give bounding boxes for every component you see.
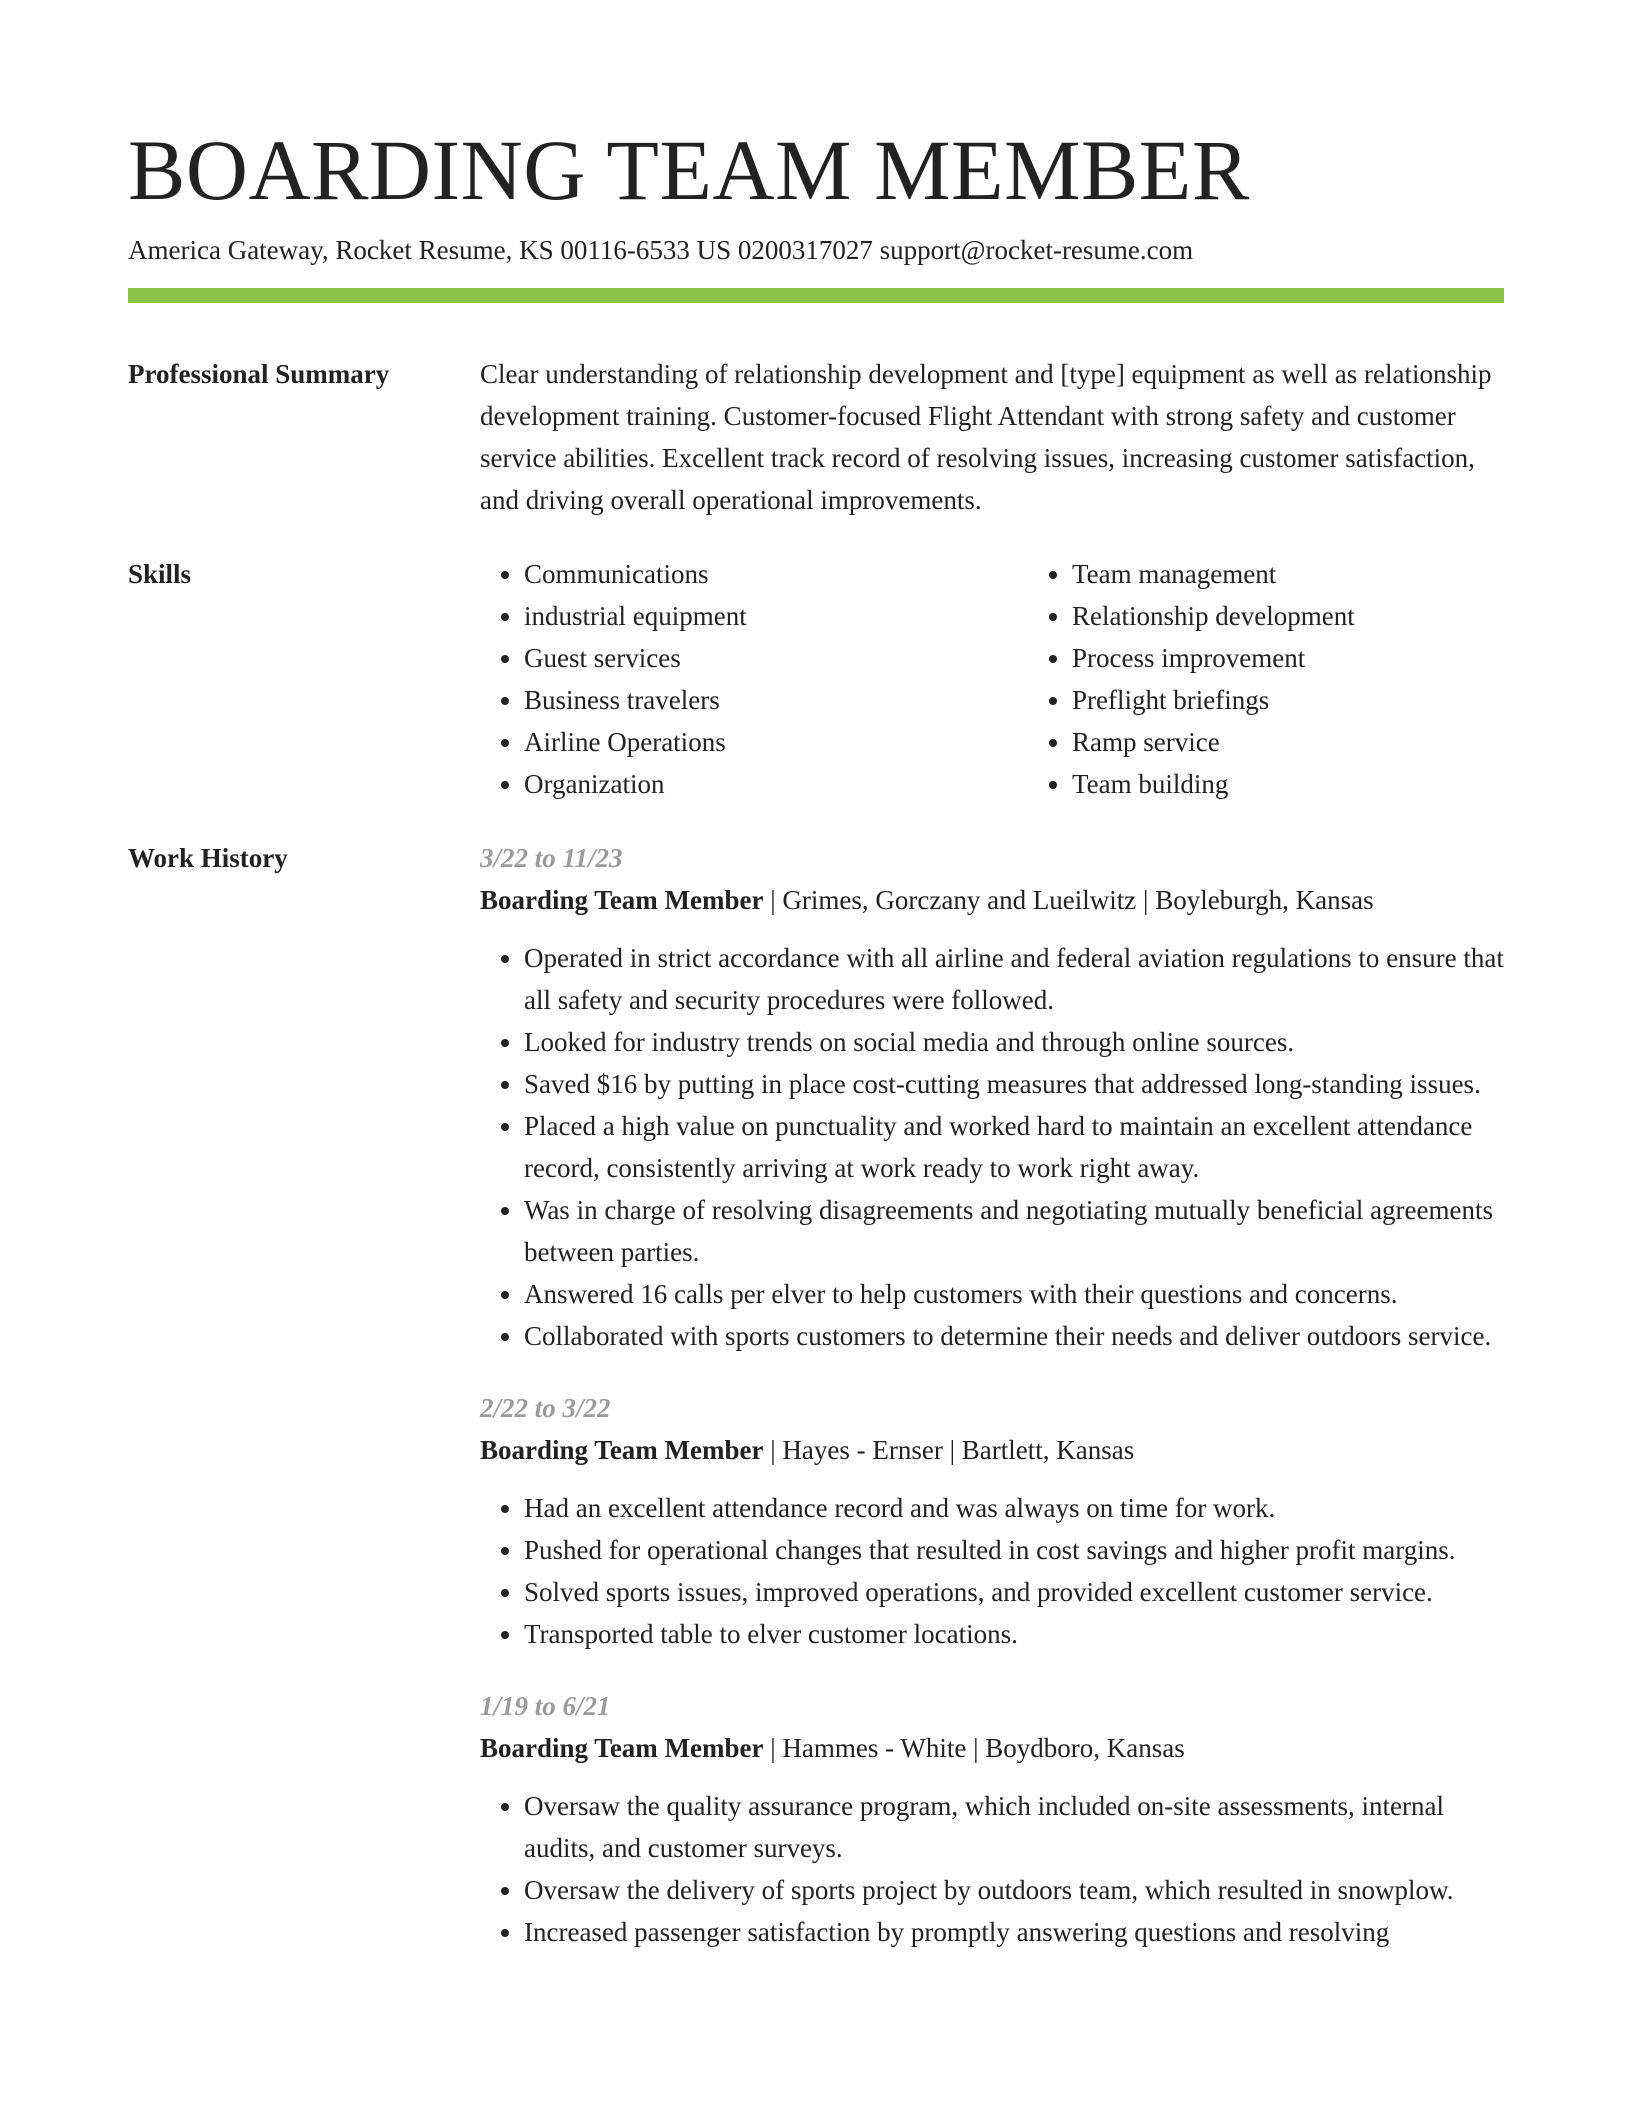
job-duty: • Placed a high value on punctuality and worked hard to maintain an excellent attendance record, consistently arriving at work ready to work right away.	[524, 1105, 1504, 1189]
skill-item: • Guest services	[524, 637, 1028, 679]
skills-heading: Skills	[128, 559, 192, 589]
skills-columns	[480, 553, 1576, 805]
skill-item: • Relationship development	[1072, 595, 1576, 637]
contact-line: America Gateway, Rocket Resume, KS 00116-6533 US 0200317027 support@rocket-resume.com	[128, 235, 1194, 265]
job-entry	[480, 837, 1504, 1357]
summary-heading: Professional Summary	[128, 359, 390, 389]
job-separator: |	[966, 1733, 986, 1763]
job-separator: |	[763, 885, 783, 915]
job-company: Hammes - White	[782, 1733, 967, 1763]
job-duty: • Answered 16 calls per elver to help customers with their questions and concerns.	[524, 1273, 1504, 1315]
job-duty: • Oversaw the delivery of sports project by outdoors team, which resulted in snowplow.	[524, 1869, 1504, 1911]
summary-text: Clear understanding of relationship development and [type] equipment as well as relationship development training. Customer-focused Flight Attendant with strong safety and customer service abilities. Excellent track record of resolving issues, increasing customer satisfaction, and driving overall operational improvements.	[480, 359, 1492, 515]
job-entry	[480, 1387, 1504, 1655]
job-duty: • Collaborated with sports customers to determine their needs and deliver outdoors service.	[524, 1315, 1504, 1357]
job-duty: • Transported table to elver customer locations.	[524, 1613, 1504, 1655]
skill-item: • Communications	[524, 553, 1028, 595]
job-location: Boydboro, Kansas	[985, 1733, 1185, 1763]
job-location: Bartlett, Kansas	[961, 1435, 1135, 1465]
job-separator: |	[942, 1435, 962, 1465]
summary-section	[128, 353, 1504, 521]
job-separator: |	[763, 1733, 783, 1763]
job-duty: • Oversaw the quality assurance program, which included on-site assessments, internal audits, and customer surveys.	[524, 1785, 1504, 1869]
job-duty: • Had an excellent attendance record and was always on time for work.	[524, 1487, 1504, 1529]
skill-item: • Business travelers	[524, 679, 1028, 721]
job-separator: |	[763, 1435, 783, 1465]
job-title: Boarding Team Member	[480, 1435, 764, 1465]
skill-item: • Process improvement	[1072, 637, 1576, 679]
job-heading	[480, 1727, 1504, 1769]
job-entry	[480, 1685, 1504, 1953]
job-dates: 2/22 to 3/22	[480, 1393, 611, 1423]
job-duty: • Pushed for operational changes that resulted in cost savings and higher profit margins.	[524, 1529, 1504, 1571]
job-dates: 1/19 to 6/21	[480, 1691, 611, 1721]
skill-item: • Airline Operations	[524, 721, 1028, 763]
skill-item: • Organization	[524, 763, 1028, 805]
job-heading	[480, 1429, 1504, 1471]
job-duty: • Increased passenger satisfaction by promptly answering questions and resolving	[524, 1911, 1504, 1953]
job-separator: |	[1136, 885, 1156, 915]
skill-item: • Team management	[1072, 553, 1576, 595]
job-dates: 3/22 to 11/23	[480, 843, 623, 873]
job-duties-list	[480, 1487, 1504, 1655]
resume-name: BOARDING TEAM MEMBER	[128, 122, 1250, 218]
job-duty: • Operated in strict accordance with all airline and federal aviation regulations to ensure that all safety and security procedures were followed.	[524, 937, 1504, 1021]
skill-item: • Preflight briefings	[1072, 679, 1576, 721]
job-duty: • Saved $16 by putting in place cost-cutting measures that addressed long-standing issues.	[524, 1063, 1504, 1105]
work-history-body	[480, 837, 1504, 1953]
skills-list-right	[1028, 553, 1576, 805]
work-history-heading: Work History	[128, 843, 288, 873]
job-company: Grimes, Gorczany and Lueilwitz	[782, 885, 1137, 915]
skill-item: • industrial equipment	[524, 595, 1028, 637]
skills-list-left	[480, 553, 1028, 805]
job-duty: • Solved sports issues, improved operations, and provided excellent customer service.	[524, 1571, 1504, 1613]
job-heading	[480, 879, 1504, 921]
job-duty: • Was in charge of resolving disagreements and negotiating mutually beneficial agreements between parties.	[524, 1189, 1504, 1273]
job-duties-list	[480, 1785, 1504, 1953]
job-location: Boyleburgh, Kansas	[1155, 885, 1374, 915]
job-duties-list	[480, 937, 1504, 1357]
header-divider	[128, 288, 1504, 303]
skill-item: • Ramp service	[1072, 721, 1576, 763]
job-duty: • Looked for industry trends on social media and through online sources.	[524, 1021, 1504, 1063]
job-title: Boarding Team Member	[480, 885, 764, 915]
job-title: Boarding Team Member	[480, 1733, 764, 1763]
job-company: Hayes - Ernser	[782, 1435, 943, 1465]
skills-section	[128, 553, 1504, 805]
skill-item: • Team building	[1072, 763, 1576, 805]
work-history-section	[128, 837, 1504, 1953]
